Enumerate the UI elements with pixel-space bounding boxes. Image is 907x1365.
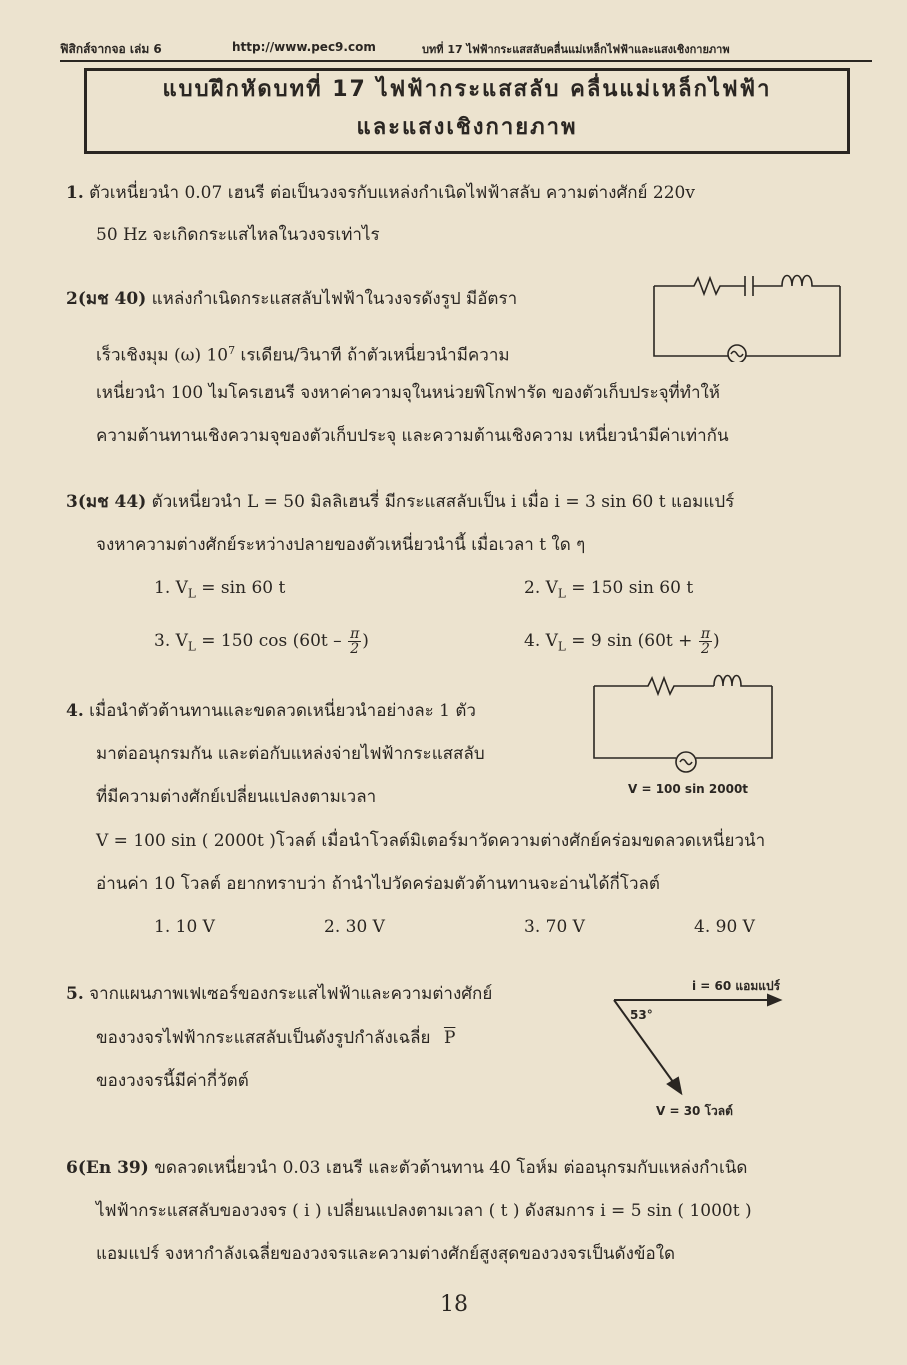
exercise-title-line2: และแสงเชิงกายภาพ	[356, 115, 578, 140]
q6-line2: ไฟฟ้ากระแสสลับของวงจร ( i ) เปลี่ยนแปลงตามเวลา ( t ) ดังสมการ i = 5 sin ( 1000t )	[96, 1201, 752, 1221]
q3-choice-1-v: 1. V	[154, 578, 188, 598]
q3-choice-4[interactable]	[524, 627, 720, 657]
q4-line1	[66, 700, 476, 722]
q3-choice-3-v: 3. V	[154, 631, 188, 651]
header-chapter: บทที่ 17 ไฟฟ้ากระแสสลับคลื่นแม่เหล็กไฟฟ้าและแสงเชิงกายภาพ	[422, 43, 730, 56]
q6-line3: แอมแปร์ จงหากำลังเฉลี่ยของวงจรและความต่างศักย์สูงสุดของวงจรเป็นดังข้อใด	[96, 1244, 676, 1264]
q5-line2	[96, 1027, 455, 1049]
fraction-denominator: 2	[350, 641, 360, 657]
inductor-symbol	[753, 276, 840, 287]
resistor-symbol	[654, 278, 745, 294]
q4-source-label: V = 100 sin 2000t	[628, 782, 749, 796]
q4-line3: ที่มีความต่างศักย์เปลี่ยนแปลงตามเวลา	[96, 787, 377, 807]
q2-line3: เหนี่ยวนำ 100 ไมโครเฮนรี จงหาค่าความจุในหน่วยพิโกฟารัด ของตัวเก็บประจุที่ทำให้	[96, 383, 720, 403]
q4-rl-circuit-diagram	[592, 674, 776, 778]
q2-line1	[66, 288, 517, 310]
q4-choice-1[interactable]: 1. 10 V	[154, 917, 215, 937]
q3-number: 3(มช 44)	[66, 492, 147, 512]
q3-choice-3-sub: L	[187, 639, 196, 654]
q4-number: 4.	[66, 701, 84, 721]
q5-average-power-symbol: $\overline{P}$	[443, 1028, 456, 1048]
header-book-title: ฟิสิกส์จากจอ เล่ม 6	[60, 42, 162, 56]
q3-choice-1-sub: L	[187, 586, 196, 601]
page-number: 18	[440, 1292, 468, 1317]
q5-line3: ของวงจรนี้มีค่ากี่วัตต์	[96, 1071, 249, 1091]
q3-choice-2-sub: L	[557, 586, 566, 601]
q3-choice-1[interactable]	[154, 577, 285, 604]
q4-line2: มาต่ออนุกรมกัน และต่อกับแหล่งจ่ายไฟฟ้ากระแสสลับ	[96, 744, 485, 764]
q3-choice-3[interactable]	[154, 627, 369, 657]
q3-choice-3-expr: = 150 cos (60t –	[201, 631, 342, 651]
q2-text-2b: เรเดียน/วินาที ถ้าตัวเหนี่ยวนำมีความ	[240, 345, 510, 366]
inductor-symbol	[714, 676, 772, 687]
voltage-phasor	[614, 1000, 676, 1086]
q3-choice-4-expr: = 9 sin (60t +	[571, 631, 693, 651]
q3-line1	[66, 491, 734, 513]
q3-choice-2[interactable]	[524, 577, 693, 604]
q5-voltage-label: V = 30 โวลต์	[656, 1104, 733, 1118]
exercise-title-line1: แบบฝึกหัดบทที่ 17 ไฟฟ้ากระแสสลับ คลื่นแม่เหล็กไฟฟ้า	[162, 77, 772, 102]
q4-choice-2[interactable]: 2. 30 V	[324, 917, 385, 937]
q2-number: 2(มช 40)	[66, 289, 147, 309]
fraction-numerator: π	[350, 626, 360, 642]
q3-choice-4-v: 4. V	[524, 631, 558, 651]
q4-choice-3[interactable]: 3. 70 V	[524, 917, 585, 937]
q3-choice-2-v: 2. V	[524, 578, 558, 598]
exercise-title-box	[84, 68, 850, 154]
q5-current-label: i = 60 แอมแปร์	[692, 979, 781, 993]
q4-choice-4[interactable]: 4. 90 V	[694, 917, 755, 937]
capacitor-symbol	[745, 276, 753, 296]
header-url: http://www.pec9.com	[232, 40, 376, 54]
q1-line1	[66, 182, 695, 204]
q3-choice-1-expr: = sin 60 t	[201, 578, 286, 598]
q3-text-1: ตัวเหนี่ยวนำ L = 50 มิลลิเฮนรี่ มีกระแสสลับเป็น i เมื่อ i = 3 sin 60 t แอมแปร์	[151, 492, 735, 512]
q1-text-1: ตัวเหนี่ยวนำ 0.07 เฮนรี ต่อเป็นวงจรกับแหล่งกำเนิดไฟฟ้าสลับ ความต่างศักย์ 220v	[89, 183, 695, 203]
q6-text-1: ขดลวดเหนี่ยวนำ 0.03 เฮนรี และตัวต้านทาน 40 โอห์ม ต่ออนุกรมกับแหล่งกำเนิด	[154, 1158, 748, 1178]
q2-line4: ความต้านทานเชิงความจุของตัวเก็บประจุ และความต้านเชิงความ เหนี่ยวนำมีค่าเท่ากัน	[96, 426, 729, 446]
pi-over-two-fraction	[348, 627, 361, 656]
q6-line1	[66, 1157, 747, 1179]
q3-line2: จงหาความต่างศักย์ระหว่างปลายของตัวเหนี่ยวนำนี้ เมื่อเวลา t ใด ๆ	[96, 535, 586, 555]
q2-text-2a: เร็วเชิงมุม (ω) 10	[96, 345, 229, 366]
q3-choice-3-close: )	[362, 631, 369, 651]
q5-line1	[66, 983, 492, 1005]
q5-phasor-diagram	[604, 988, 784, 1098]
q2-line2	[96, 340, 510, 367]
q4-line4: V = 100 sin ( 2000t )โวลต์ เมื่อนำโวลต์มิเตอร์มาวัดความต่างศักย์คร่อมขดลวดเหนี่ยวนำ	[96, 831, 766, 851]
arrow-head-icon	[768, 995, 780, 1005]
q2-text-1: แหล่งกำเนิดกระแสสลับไฟฟ้าในวงจรดังรูป มีอัตรา	[151, 289, 518, 309]
q5-number: 5.	[66, 984, 84, 1004]
q1-line2: 50 Hz จะเกิดกระแสไหลในวงจรเท่าไร	[96, 225, 380, 245]
q4-text-1: เมื่อนำตัวต้านทานและขดลวดเหนี่ยวนำอย่างละ 1 ตัว	[89, 701, 476, 721]
header-rule	[60, 60, 872, 62]
q3-choice-4-sub: L	[557, 639, 566, 654]
fraction-denominator: 2	[700, 641, 710, 657]
q2-exponent: 7	[228, 344, 236, 357]
q5-text-1: จากแผนภาพเฟเซอร์ของกระแสไฟฟ้าและความต่างศักย์	[89, 984, 493, 1004]
q4-line5: อ่านค่า 10 โวลต์ อยากทราบว่า ถ้านำไปวัดคร่อมตัวต้านทานจะอ่านได้กี่โวลต์	[96, 874, 660, 894]
pi-over-two-fraction	[699, 627, 712, 656]
resistor-symbol	[594, 678, 714, 694]
q3-choice-4-close: )	[713, 631, 720, 651]
fraction-numerator: π	[700, 626, 711, 642]
q1-number: 1.	[66, 183, 84, 203]
q5-angle-label: 53°	[630, 1008, 653, 1022]
q2-rlc-circuit-diagram	[650, 272, 845, 362]
q3-choice-2-expr: = 150 sin 60 t	[571, 578, 694, 598]
q6-number: 6(En 39)	[66, 1158, 149, 1178]
q5-text-2: ของวงจรไฟฟ้ากระแสสลับเป็นดังรูปกำลังเฉลี่ย	[96, 1028, 431, 1048]
arrow-head-icon	[668, 1078, 681, 1093]
